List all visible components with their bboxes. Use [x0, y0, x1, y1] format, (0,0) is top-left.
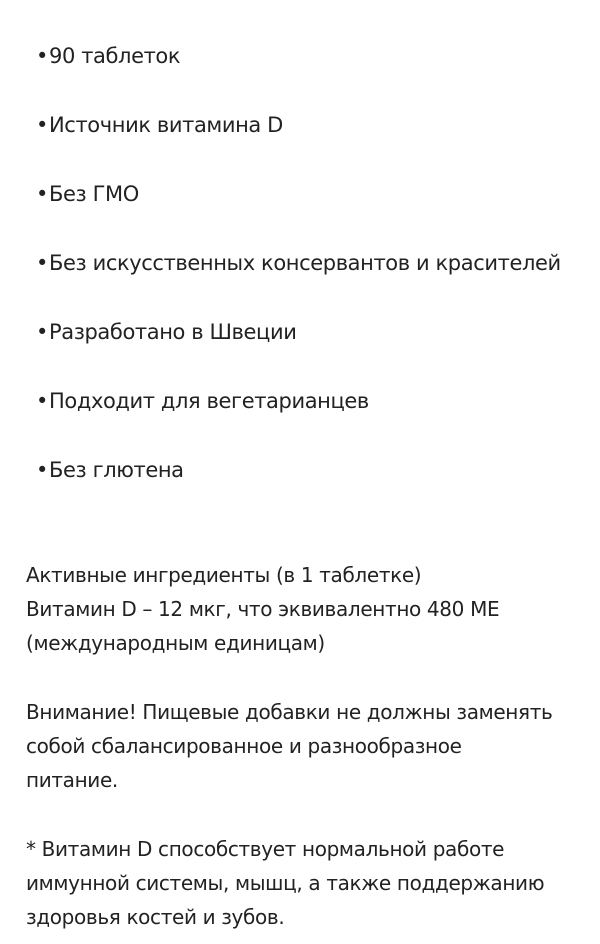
footnote-line: * Витамин D способствует нормальной работе — [26, 837, 505, 861]
bullet-icon: • — [36, 251, 48, 275]
ingredients-units: (международным единицам) — [26, 631, 325, 655]
warning-line: собой сбалансированное и разнообразное — [26, 734, 462, 758]
list-item — [36, 249, 561, 318]
bullet-icon: • — [36, 458, 48, 482]
bullet-icon: • — [36, 113, 48, 137]
warning-line: питание. — [26, 768, 118, 792]
bullet-icon: • — [36, 389, 48, 413]
list-item — [36, 387, 561, 456]
list-item-text: Без глютена — [49, 458, 184, 482]
list-item — [36, 42, 561, 111]
list-item-text: Разработано в Швеции — [49, 320, 297, 344]
bullet-icon: • — [36, 320, 48, 344]
list-item — [36, 111, 561, 180]
list-item-text: 90 таблеток — [49, 44, 181, 68]
ingredients-vitamin-d: Витамин D – 12 мкг, что эквивалентно 480 МЕ — [26, 597, 500, 621]
feature-list — [36, 42, 561, 525]
warning-paragraph — [26, 695, 586, 797]
list-item — [36, 456, 561, 525]
ingredients-paragraph — [26, 558, 586, 660]
list-item-text: Без искусственных консервантов и красителей — [49, 251, 561, 275]
warning-line: Внимание! Пищевые добавки не должны заменять — [26, 700, 553, 724]
ingredients-heading: Активные ингредиенты (в 1 таблетке) — [26, 563, 422, 587]
footnote-paragraph — [26, 832, 586, 934]
footnote-line: иммунной системы, мышц, а также поддержанию — [26, 871, 545, 895]
list-item — [36, 180, 561, 249]
list-item — [36, 318, 561, 387]
bullet-icon: • — [36, 44, 48, 68]
bullet-icon: • — [36, 182, 48, 206]
list-item-text: Подходит для вегетарианцев — [49, 389, 369, 413]
footnote-line: здоровья костей и зубов. — [26, 905, 285, 929]
list-item-text: Без ГМО — [49, 182, 139, 206]
list-item-text: Источник витамина D — [49, 113, 283, 137]
